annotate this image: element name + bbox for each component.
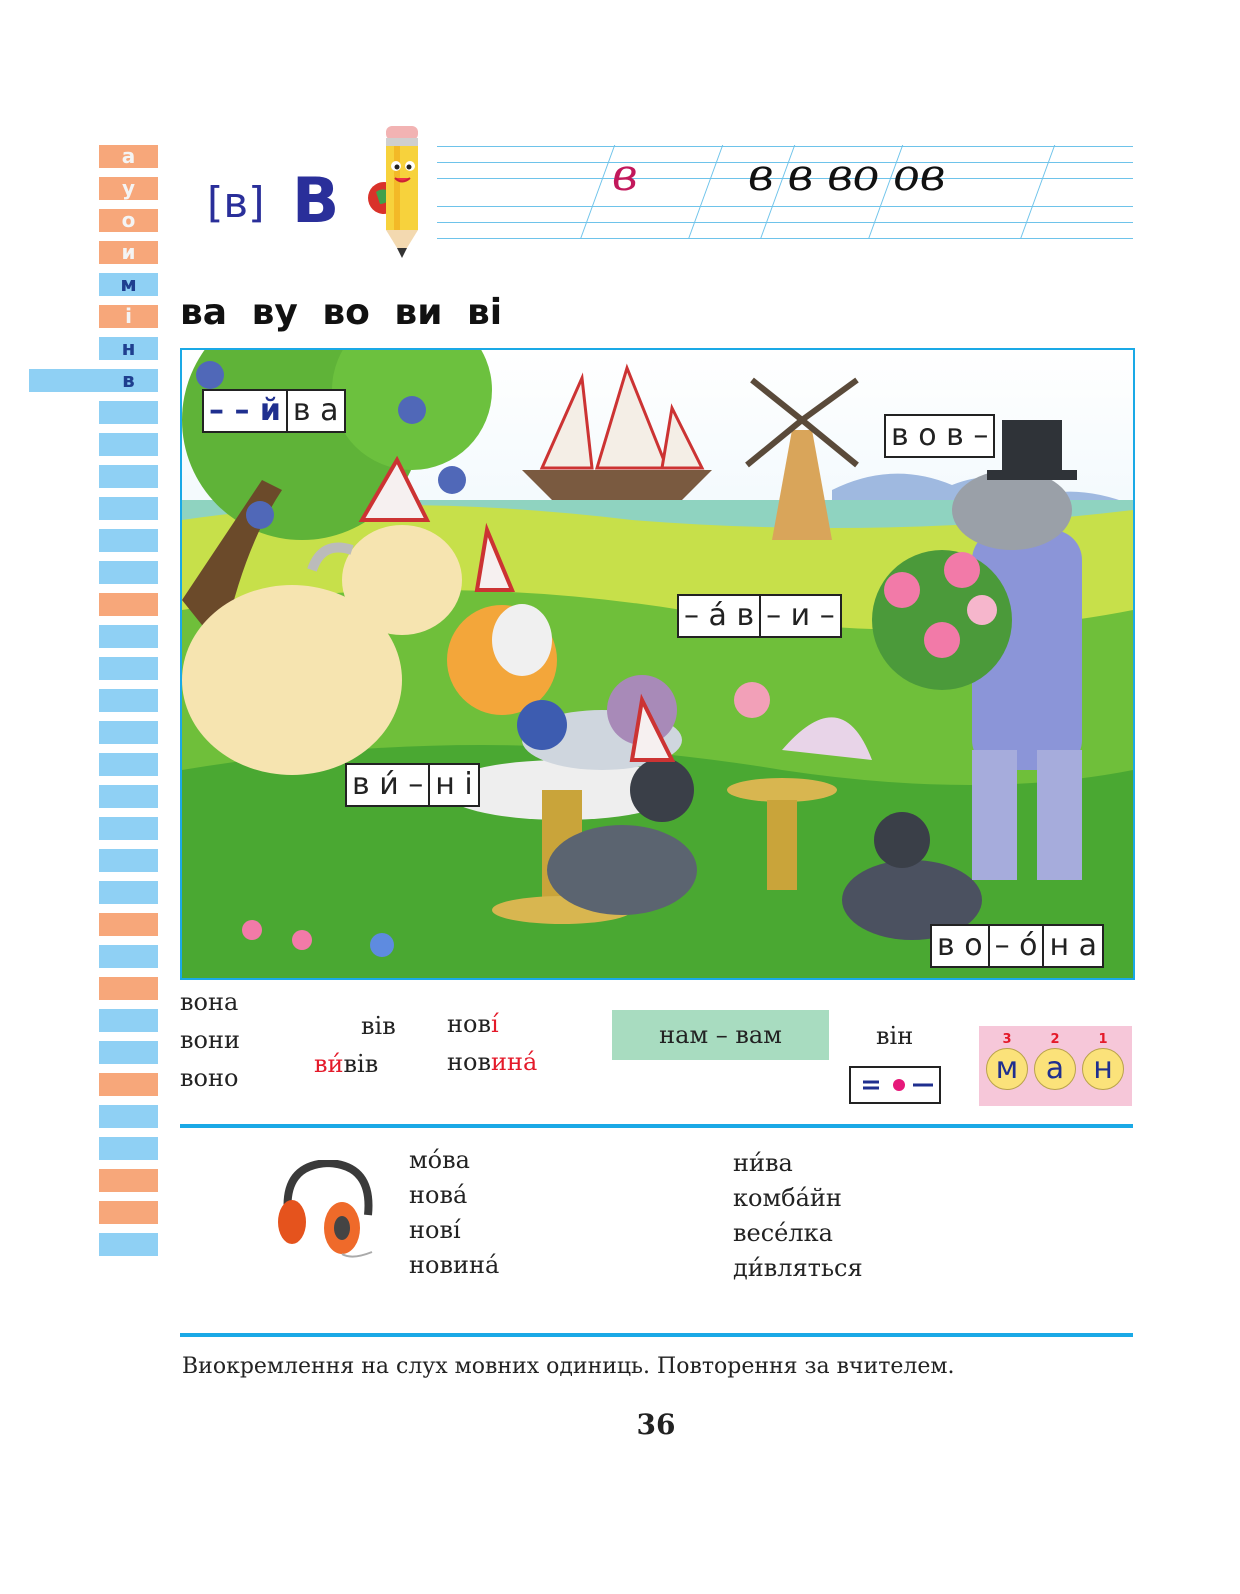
word-vin: він bbox=[876, 1022, 914, 1050]
sound-scheme bbox=[849, 1066, 941, 1104]
sidebar-tab bbox=[99, 401, 158, 424]
sidebar-tab-label: в bbox=[122, 368, 135, 392]
sidebar-tab bbox=[99, 1201, 158, 1224]
sidebar-tab bbox=[99, 1233, 158, 1256]
sidebar-tab-label: і bbox=[125, 304, 132, 328]
word-rest-part: нов bbox=[447, 1048, 491, 1076]
letter-order-box bbox=[979, 1026, 1132, 1106]
sidebar-tab bbox=[99, 465, 158, 488]
card-top-left bbox=[202, 389, 346, 433]
word-novi bbox=[447, 1010, 499, 1038]
sidebar-tab bbox=[99, 177, 158, 200]
listen-left-1: мо́ва bbox=[409, 1146, 470, 1174]
footer-caption: Виокремлення на слух мовних одиниць. Повторення за вчителем. bbox=[182, 1354, 955, 1379]
sidebar-tab bbox=[99, 1169, 158, 1192]
card-middle bbox=[677, 594, 842, 638]
card-cell: – о́ bbox=[990, 926, 1045, 966]
headphones-icon bbox=[268, 1160, 378, 1260]
listen-right-3: весе́лка bbox=[733, 1219, 833, 1247]
sidebar-tab bbox=[99, 945, 158, 968]
sidebar-tab bbox=[99, 689, 158, 712]
sidebar-tab bbox=[99, 305, 158, 328]
script-practice-row: в в во ов bbox=[748, 150, 946, 201]
sidebar-tab bbox=[99, 1073, 158, 1096]
sidebar-tab-label: а bbox=[121, 144, 136, 168]
card-cell: – и – bbox=[766, 598, 835, 633]
phoneme-label: [в] bbox=[207, 178, 265, 227]
card-cell: в и́ – bbox=[347, 765, 430, 805]
listen-right-4: ди́вляться bbox=[733, 1254, 863, 1282]
word-col1-3: воно bbox=[180, 1064, 239, 1092]
order-letter: м bbox=[986, 1048, 1028, 1090]
listen-left-4: новина́ bbox=[409, 1251, 500, 1279]
sidebar-tab bbox=[99, 273, 158, 296]
listen-right-1: ни́ва bbox=[733, 1149, 793, 1177]
card-cell: в о bbox=[932, 926, 990, 966]
script-letter-model: в bbox=[612, 150, 638, 201]
sidebar-tab-label: и bbox=[121, 240, 136, 264]
sidebar-tab bbox=[99, 1105, 158, 1128]
order-number: 3 bbox=[1002, 1032, 1012, 1047]
letter-order-item bbox=[1081, 1032, 1125, 1090]
order-number: 1 bbox=[1098, 1032, 1108, 1047]
word-stress-part: ви́ bbox=[314, 1050, 344, 1078]
sidebar-tab bbox=[99, 241, 158, 264]
sidebar-tab bbox=[99, 913, 158, 936]
sidebar-tab bbox=[99, 561, 158, 584]
order-letter: а bbox=[1034, 1048, 1076, 1090]
sidebar-tab bbox=[99, 145, 158, 168]
sidebar-tab bbox=[29, 369, 158, 392]
sidebar-tab bbox=[99, 657, 158, 680]
card-cell: в о в – bbox=[891, 418, 989, 453]
sidebar-tab bbox=[99, 497, 158, 520]
sidebar-tab bbox=[99, 753, 158, 776]
card-bottom-right bbox=[930, 924, 1104, 968]
sidebar-tab bbox=[99, 849, 158, 872]
word-col1-1: вона bbox=[180, 988, 239, 1016]
order-number: 2 bbox=[1050, 1032, 1060, 1047]
sidebar-tab bbox=[99, 625, 158, 648]
word-rest-part: нов bbox=[447, 1010, 491, 1038]
sidebar-tab bbox=[99, 785, 158, 808]
pencil-mascot-icon bbox=[368, 118, 434, 260]
sidebar-tab bbox=[99, 1137, 158, 1160]
word-vyviv bbox=[314, 1050, 378, 1078]
word-novyna bbox=[447, 1048, 537, 1076]
word-viv: вів bbox=[361, 1012, 396, 1040]
letter-heading: В bbox=[292, 164, 340, 237]
sidebar-tab bbox=[99, 817, 158, 840]
sidebar-tab bbox=[99, 529, 158, 552]
letter-order-item bbox=[1033, 1032, 1077, 1090]
sidebar-tab bbox=[99, 433, 158, 456]
card-cell: – а́ в bbox=[679, 596, 761, 636]
card-table bbox=[345, 763, 480, 807]
word-stress-part: ина́ bbox=[490, 1048, 538, 1076]
letter-order-item bbox=[985, 1032, 1029, 1090]
pair-box: нам – вам bbox=[612, 1010, 829, 1060]
sidebar-tab bbox=[99, 721, 158, 744]
sidebar-tab-label: н bbox=[121, 336, 136, 360]
sidebar-tab bbox=[99, 881, 158, 904]
sidebar-tab bbox=[99, 1009, 158, 1032]
section-divider bbox=[180, 1124, 1133, 1128]
sidebar-tab-label: у bbox=[121, 176, 136, 200]
order-letter: н bbox=[1082, 1048, 1124, 1090]
page-number: 36 bbox=[636, 1408, 676, 1441]
card-cell: н і bbox=[435, 767, 473, 802]
card-cell: – – й bbox=[204, 391, 288, 431]
sidebar-tab bbox=[99, 1041, 158, 1064]
sidebar-tab-label: м bbox=[120, 272, 137, 296]
card-cell: н а bbox=[1049, 928, 1098, 963]
word-stress-part: і́ bbox=[490, 1010, 499, 1038]
card-cell: в а bbox=[292, 393, 339, 428]
sidebar-tab bbox=[99, 209, 158, 232]
sidebar-tab bbox=[99, 977, 158, 1000]
sidebar-tab bbox=[99, 337, 158, 360]
section-divider bbox=[180, 1333, 1133, 1337]
sidebar-tab-label: о bbox=[121, 208, 136, 232]
word-col1-2: вони bbox=[180, 1026, 240, 1054]
card-wolf bbox=[884, 414, 995, 458]
listen-left-2: нова́ bbox=[409, 1181, 468, 1209]
sidebar-tab bbox=[99, 593, 158, 616]
listen-right-2: комба́йн bbox=[733, 1184, 842, 1212]
syllables-row: ва ву во ви ві bbox=[180, 292, 503, 333]
letter-order-items bbox=[979, 1026, 1132, 1090]
word-rest-part: вів bbox=[343, 1050, 379, 1078]
listen-left-3: нові́ bbox=[409, 1216, 461, 1244]
